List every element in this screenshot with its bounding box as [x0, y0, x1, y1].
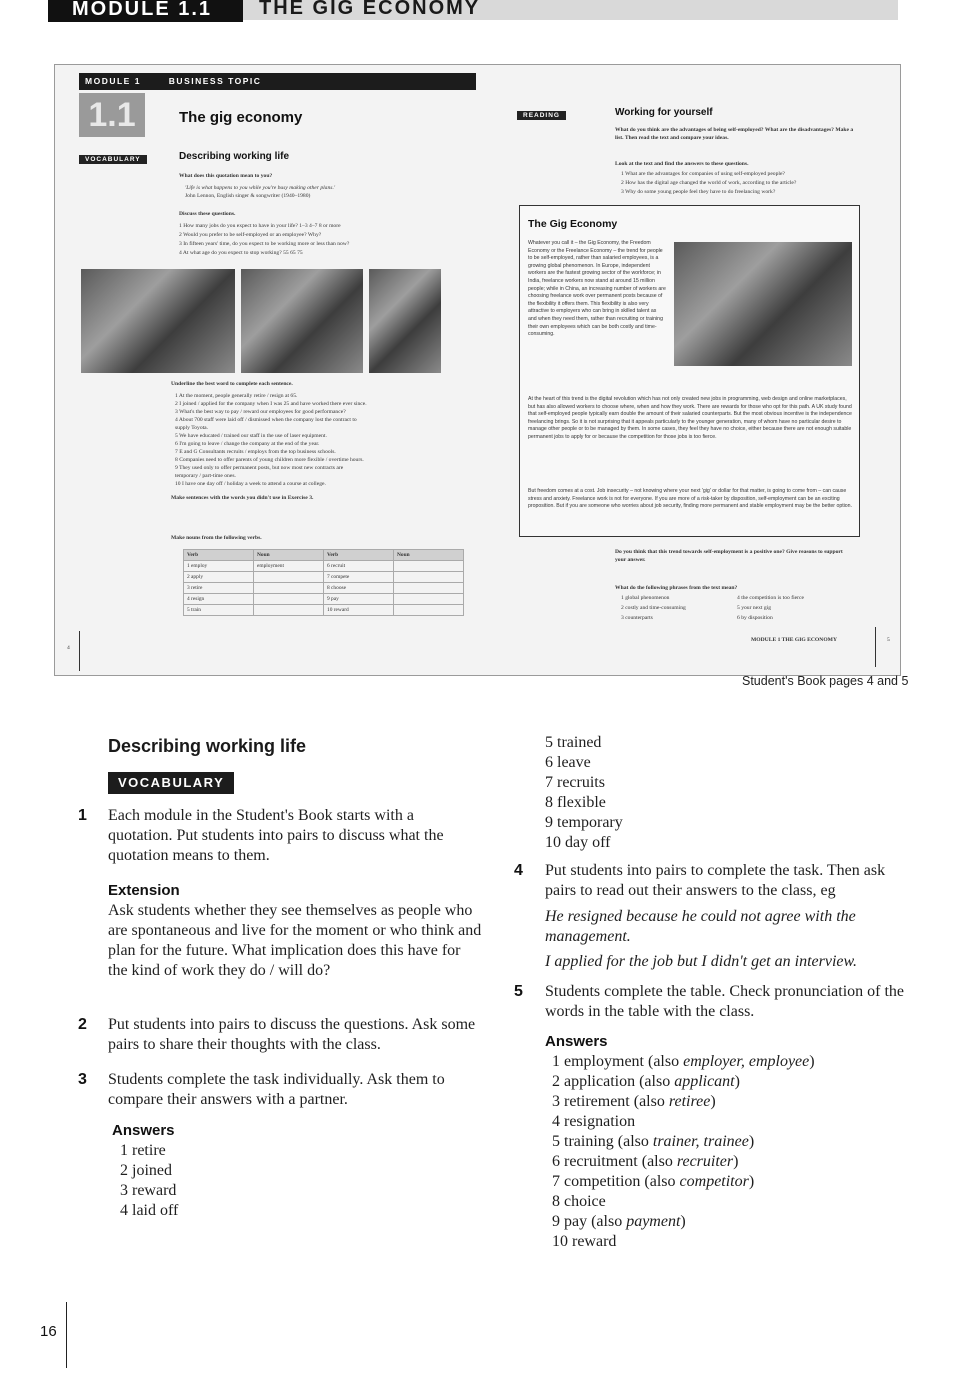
table-row [184, 561, 464, 572]
answer-close: ) [748, 1133, 755, 1150]
table-cell [254, 605, 324, 616]
table-cell: 4 resign [184, 594, 254, 605]
spread-reading-heading: Working for yourself [615, 107, 713, 118]
spread-q2: Discuss these questions. [179, 211, 236, 217]
example-sentence: I applied for the job but I didn't get an interview. [545, 953, 857, 970]
answer-noun: 9 pay (also [552, 1213, 627, 1230]
table-cell: 10 reward [324, 605, 394, 616]
spread-reading-tag: READING [517, 111, 566, 120]
answer-close: ) [733, 1153, 739, 1170]
answer-noun: 8 choice [552, 1193, 606, 1210]
spread-q6: What do you think are the advantages of being self-employed? What are the disadvantages? Make a list. Then read the text and compare your ideas. [615, 127, 854, 141]
answer-item: 8 flexible [545, 794, 606, 811]
table-row [184, 594, 464, 605]
spread-q3-item: 7 E and G Consultants recruits / employs from the top business schools. [175, 449, 336, 455]
answer-noun: 3 retirement (also [552, 1093, 669, 1110]
spread-q8: Do you think that this trend towards self-employment is a positive one? Give reasons to support your answer. [615, 549, 843, 563]
answer-close: ) [710, 1093, 716, 1110]
spread-q3-item: 1 At the moment, people generally retire / resign at 65. [175, 393, 298, 399]
article-paragraph: Whatever you call it – the Gig Economy, the Freedom Economy or the Freelance Economy – the trend for people to be self-employed, rather than salaried employees, is a growing global phenomenon. In Europe, independent workers are the fastest growing sector of the workforce; in India, freelance workers now stand at around 15 million people; while in China, an increasing number of workers are choosing freelance work over permanent posts because of the flexibility it offers them. This flexibility is also very attractive to employers who can bring in skilled talent as and when they need them, rather than recruiting or training their own employees which can be both costly and time-consuming. [528, 240, 666, 338]
answer-item [552, 1132, 815, 1152]
answer-alternative: applicant [674, 1073, 735, 1090]
verb-noun-table [183, 549, 464, 616]
table-header-cell: Verb [324, 550, 394, 561]
answer-item: 7 recruits [545, 774, 605, 791]
answer-alternative: retiree [668, 1093, 711, 1110]
table-cell [394, 572, 464, 583]
answer-item [552, 1192, 815, 1212]
spread-q3-item: 6 I'm going to leave / change the company at the end of the year. [175, 441, 320, 447]
article-paragraph: But freedom comes at a cost. Job insecurity – not knowing where your next 'gig' or dollar for that matter, is going to come from – can cause stress and anxiety. Freelance work is not for everyone. If you are more of a risk-taker by disposition, self-employment can be an exciting proposition. But if you are someone who worries about job security, finding more permanent and stable employment may be the better option. [528, 488, 852, 510]
table-cell: 7 compete [324, 572, 394, 583]
table-cell [394, 605, 464, 616]
answer-noun: 5 training (also [552, 1133, 653, 1150]
answer-item: 1 retire [120, 1142, 166, 1159]
spread-q4: Make sentences with the words you didn't use in Exercise 3. [171, 495, 314, 501]
answer-item: 4 laid off [120, 1202, 179, 1219]
item-text: Students complete the table. Check pronunciation of the words in the table with the class. [545, 983, 905, 1020]
folio-rule [66, 1302, 67, 1368]
table-cell [254, 572, 324, 583]
table-header-cell: Verb [184, 550, 254, 561]
spread-module-label: MODULE 1 [85, 76, 141, 86]
item-text: Students complete the task individually. Ask them to compare their answers with a partner. [108, 1071, 445, 1108]
answer-item [552, 1112, 815, 1132]
extension-text: Ask students whether they see themselves as people who are spontaneous and live for the moment or who think and plan for the future. What implication does this have for the kind of work they do / will do? [108, 902, 482, 979]
answer-item: 10 day off [545, 834, 611, 851]
spread-q2-item: 4 At what age do you expect to stop working? 55 65 75 [179, 250, 303, 256]
spread-left-folio: 4 [67, 645, 70, 651]
spread-q3: Underline the best word to complete each sentence. [171, 381, 293, 387]
table-cell: 1 employ [184, 561, 254, 572]
item-number: 5 [514, 983, 523, 1000]
spread-q3-item: 4 About 700 staff were laid off / dismissed when the company lost the contract to [175, 417, 357, 423]
table-cell [394, 561, 464, 572]
table-cell: 5 train [184, 605, 254, 616]
extension-heading: Extension [108, 882, 180, 899]
spread-q9-item: 5 your next gig [737, 605, 772, 611]
table-cell: 8 choose [324, 583, 394, 594]
spread-q3-item: temporary / part-time ones. [175, 473, 236, 479]
item-text: Put students into pairs to complete the task. Then ask pairs to read out their answers to the class, eg [545, 862, 886, 899]
answer-item [552, 1212, 815, 1232]
answers-list-ex3 [120, 1141, 178, 1221]
answer-close: ) [748, 1173, 755, 1190]
gig-economy-article [519, 205, 860, 537]
answer-item [552, 1092, 815, 1112]
answer-close: ) [809, 1053, 815, 1070]
table-cell: 2 apply [184, 572, 254, 583]
spread-q9-item: 4 the competition is too fierce [737, 595, 804, 601]
spread-vocab-heading: Describing working life [179, 151, 290, 162]
spread-title: The gig economy [179, 109, 303, 126]
table-header-cell: Noun [254, 550, 324, 561]
answer-item [552, 1232, 815, 1252]
spread-q9-item: 2 costly and time-consuming [621, 605, 686, 611]
article-paragraph: At the heart of this trend is the digital revolution which has not only created new jobs in programming, web design and online marketplaces, but has also allowed workers to choose where, when and how they work. There are rewards for those who opt for this path. A UK study found that self-employed people typically earn double the amount of their salaried counterparts. But the most obvious incentive is the independence freelancing brings. So it is not surprising that it appeals particularly to the younger generation, many of whom have no particular desire to manage other people or to be managed by them. In some cases, they feel they have no choice, either because there are not enough suitable permanent jobs to apply for or because the competition for those jobs is too fierce. [528, 396, 852, 440]
students-book-spread [54, 64, 901, 676]
answer-item: 6 leave [545, 754, 591, 771]
answer-item: 5 trained [545, 734, 602, 751]
table-cell: 9 pay [324, 594, 394, 605]
spread-topic-label: BUSINESS TOPIC [168, 76, 262, 86]
section-heading: Describing working life [108, 736, 307, 756]
spread-q3-item: 8 Companies need to offer parents of young children more flexible / overtime hours. [175, 457, 364, 463]
answer-alternative: employer, employee [683, 1053, 810, 1070]
table-row [184, 583, 464, 594]
spread-q3-item: 3 What's the best way to pay / reward our employees for good performance? [175, 409, 346, 415]
answer-noun: 10 reward [552, 1233, 617, 1250]
item-text: Each module in the Student's Book starts with a quotation. Put students into pairs to discuss what the quotation means to them. [108, 807, 444, 864]
answer-item: 3 reward [120, 1182, 177, 1199]
spread-q7-item: 3 Why do some young people feel they have to do freelancing work? [621, 189, 776, 195]
table-cell [394, 594, 464, 605]
spread-footer: MODULE 1 THE GIG ECONOMY [751, 637, 837, 643]
spread-module-bar [79, 73, 476, 90]
spread-caption: Student's Book pages 4 and 5 [742, 674, 909, 688]
item-text: Put students into pairs to discuss the questions. Ask some pairs to share their thoughts with the class. [108, 1016, 476, 1053]
answer-noun: 4 resignation [552, 1113, 636, 1130]
answers-label: Answers [112, 1122, 175, 1139]
answer-alternative: payment [626, 1213, 681, 1230]
table-cell [254, 583, 324, 594]
spread-q9: What do the following phrases from the text mean? [615, 585, 738, 591]
spread-footer-rule [875, 627, 876, 667]
answer-noun: 7 competition (also [552, 1173, 680, 1190]
example-sentence: He resigned because he could not agree with the management. [545, 908, 856, 945]
table-header-cell: Noun [394, 550, 464, 561]
item-number: 1 [78, 807, 87, 824]
spread-q3-item: 10 I have one day off / holiday a week to attend a course at college. [175, 481, 326, 487]
office-photo [81, 269, 235, 373]
answer-alternative: trainer, trainee [652, 1133, 749, 1150]
spread-q7: Look at the text and find the answers to these questions. [615, 161, 749, 167]
table-row [184, 605, 464, 616]
table-cell: 3 retire [184, 583, 254, 594]
spread-q2-item: 2 Would you prefer to be self-employed or an employee? Why? [179, 232, 322, 238]
answer-alternative: competitor [679, 1173, 749, 1190]
answers-list-ex3-continued [545, 733, 623, 853]
spread-q5: Make nouns from the following verbs. [171, 535, 262, 541]
answer-close: ) [734, 1073, 740, 1090]
answer-item [552, 1072, 815, 1092]
answer-alternative: recruiter [676, 1153, 734, 1170]
spread-q3-item: 9 They used only to offer permanent posts, but now most new contracts are [175, 465, 344, 471]
answer-close: ) [680, 1213, 686, 1230]
item-number: 3 [78, 1071, 87, 1088]
module-banner: MODULE 1.1 [48, 0, 243, 22]
spread-q9-item: 1 global phenomenon [621, 595, 670, 601]
table-cell [394, 583, 464, 594]
spread-quote-author: John Lennon, English singer & songwriter (1940–1980) [185, 193, 311, 199]
spread-right-folio: 5 [887, 637, 890, 643]
answer-item: 9 temporary [545, 814, 623, 831]
answer-item: 2 joined [120, 1162, 172, 1179]
answer-noun: 6 recruitment (also [552, 1153, 677, 1170]
spread-folio-rule [79, 631, 80, 671]
answer-item [552, 1052, 815, 1072]
spread-q9-item: 6 by disposition [737, 615, 773, 621]
people-photo [241, 269, 363, 373]
page-number: 16 [40, 1323, 57, 1340]
table-header-row [184, 550, 464, 561]
spread-q3-item: supply Toyota. [175, 425, 209, 431]
item-number: 2 [78, 1016, 87, 1033]
answers-list-ex5 [552, 1052, 815, 1252]
table-cell: 6 recruit [324, 561, 394, 572]
spread-q1: What does this quotation mean to you? [179, 173, 273, 179]
office-workers-photo [674, 242, 852, 366]
answer-item [552, 1152, 815, 1172]
answer-noun: 1 employment (also [552, 1053, 684, 1070]
spread-q2-item: 3 In fifteen years' time, do you expect to be working more or less than now? [179, 241, 350, 247]
spread-q7-item: 1 What are the advantages for companies of using self-employed people? [621, 171, 785, 177]
spread-quote: 'Life is what happens to you while you're busy making other plans.' [185, 185, 336, 191]
article-title: The Gig Economy [528, 218, 618, 230]
vocabulary-tag: VOCABULARY [108, 772, 234, 794]
answer-noun: 2 application (also [552, 1073, 675, 1090]
answers-label: Answers [545, 1033, 608, 1050]
table-row [184, 572, 464, 583]
spread-q7-item: 2 How has the digital age changed the world of work, according to the article? [621, 180, 797, 186]
spread-q2-item: 1 How many jobs do you expect to have in your life? 1–3 4–7 8 or more [179, 223, 341, 229]
answer-item [552, 1172, 815, 1192]
module-title-banner: THE GIG ECONOMY [243, 0, 898, 20]
spread-q3-item: 2 I joined / applied for the company when I was 25 and have worked there ever since. [175, 401, 367, 407]
table-cell: employment [254, 561, 324, 572]
spread-q9-item: 3 counterparts [621, 615, 653, 621]
item-number: 4 [514, 862, 523, 879]
unit-number: 1.1 [79, 93, 145, 137]
spread-q3-item: 5 We have educated / trained our staff in the use of laser equipment. [175, 433, 327, 439]
cafe-photo [369, 269, 441, 373]
table-cell [254, 594, 324, 605]
spread-vocab-tag: VOCABULARY [79, 155, 147, 164]
